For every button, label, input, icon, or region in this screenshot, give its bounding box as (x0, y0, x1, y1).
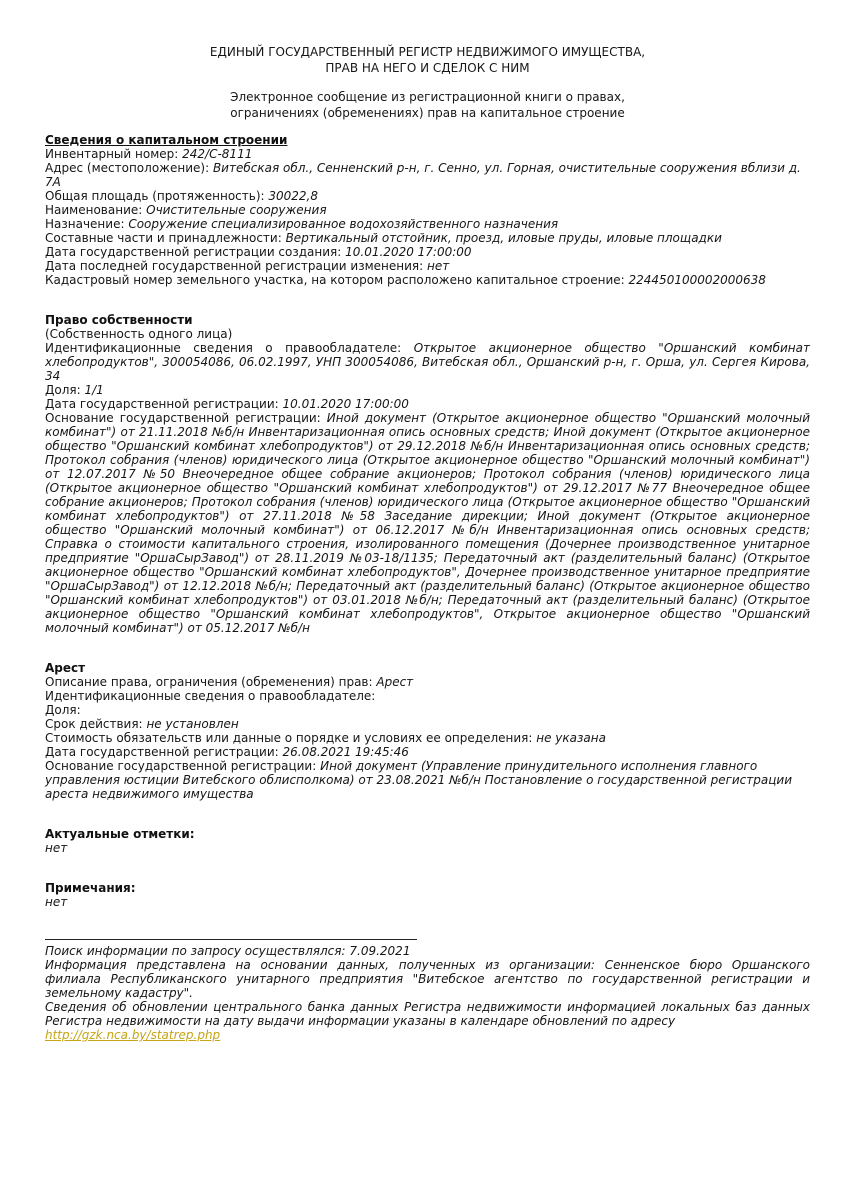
field-purpose (45, 217, 810, 231)
field-name (45, 203, 810, 217)
building-section-heading: Сведения о капитальном строении (45, 133, 288, 147)
section-actual-marks (45, 827, 810, 855)
search-date-label: Поиск информации по запросу осуществлялся: (45, 944, 346, 958)
field-label: Дата государственной регистрации создания: (45, 245, 342, 259)
field-label: Дата последней государственной регистрации изменения: (45, 259, 424, 273)
field-address (45, 161, 810, 189)
footer-separator-line (45, 939, 417, 940)
field-label: Назначение: (45, 217, 125, 231)
field-label: Основание государственной регистрации: (45, 411, 321, 425)
field-value: 10.01.2020 17:00:00 (345, 245, 472, 259)
field-value: Витебская обл., Сенненский р-н, г. Сенно, ул. Горная, очистительные сооружения вблизи д. 7А (45, 161, 801, 189)
field-last-change-reg-date (45, 259, 810, 273)
document-subtitle (45, 89, 810, 121)
field-value: 1/1 (84, 383, 104, 397)
field-reg-basis (45, 759, 810, 801)
field-creation-reg-date (45, 245, 810, 259)
field-reg-date (45, 397, 810, 411)
document-header (45, 44, 810, 76)
section-notes (45, 881, 810, 909)
field-value: 242/С-8111 (182, 147, 253, 161)
search-date-value: 7.09.2021 (349, 944, 411, 958)
field-label: Описание права, ограничения (обременения) прав: (45, 675, 373, 689)
notes-heading: Примечания: (45, 881, 136, 895)
field-label: Идентификационные сведения о правообладателе: (45, 341, 402, 355)
field-rightholder (45, 341, 810, 383)
field-label: Составные части и принадлежности: (45, 231, 282, 245)
field-value: Иной документ (Открытое акционерное общество "Оршанский молочный комбинат") от 21.11.2018 №б/н Инвентаризационная опись основных средств; Иной документ (Открытое акционерное общество "Оршанский комбинат хлебопродуктов") от 29.12.2018 №б/н Инвентаризационная опись основных средств; Протокол собрания (членов) юридического лица (Открытое акционерное общество "Оршанский молочный комбинат") от 12.07.2017 №50 Внеочередное общее собрание акционеров; Протокол собрания (членов) юридического лица (Открытое акционерное общество "Оршанский комбинат хлебопродуктов") от 29.12.2017 №77 Внеочередное общее собрание акционеров; Протокол собрания (членов) юридического лица (Открытое акционерное общество "Оршанский комбинат хлебопродуктов") от 27.11.2018 №58 Заседание дирекции; Иной документ (Открытое акционерное общество "Оршанский молочный комбинат") от 06.12.2017 №б/н Инвентаризационная опись основных средств; Справка о стоимости капитального строения, изолированного помещения (Дочернее производственное унитарное предприятие "ОршаСырЗавод") от 28.11.2019 №03-18/1135; Передаточный акт (разделительный баланс) (Открытое акционерное общество "Оршанский комбинат хлебопродуктов", Дочернее производственное унитарное предприятие "ОршаСырЗавод") от 12.12.2018 №б/н; Передаточный акт (разделительный баланс) (Открытое акционерное общество "Оршанский комбинат хлебопродуктов") от 03.01.2018 №б/н; Передаточный акт (разделительный баланс) (Открытое акционерное общество "Оршанский комбинат хлебопродуктов", Открытое акционерное общество "Оршанский молочный комбинат") от 05.12.2017 №б/н (45, 411, 810, 635)
section-building-info (45, 133, 810, 287)
field-label: Доля: (45, 703, 81, 717)
field-share (45, 383, 810, 397)
field-inventory-number (45, 147, 810, 161)
actual-marks-heading: Актуальные отметки: (45, 827, 195, 841)
field-label: Общая площадь (протяженность): (45, 189, 265, 203)
notes-value: нет (45, 895, 68, 909)
field-total-area (45, 189, 810, 203)
field-reg-date (45, 745, 810, 759)
field-value: не установлен (146, 717, 239, 731)
field-cadastral-number (45, 273, 810, 287)
field-reg-basis (45, 411, 810, 635)
registry-title-line1: ЕДИНЫЙ ГОСУДАРСТВЕННЫЙ РЕГИСТР НЕДВИЖИМОГО ИМУЩЕСТВА, (209, 45, 646, 59)
update-info-text: Сведения об обновлении центрального банка данных Регистра недвижимости информацией локальных баз данных Регистра недвижимости на дату выдачи информации указаны в календаре обновлений по адресу (45, 1000, 810, 1028)
section-arrest (45, 661, 810, 801)
registry-title-line2: ПРАВ НА НЕГО И СДЕЛОК С НИМ (325, 61, 530, 75)
field-value: 10.01.2020 17:00:00 (282, 397, 409, 411)
field-obligation-value (45, 731, 810, 745)
field-value: не указана (536, 731, 606, 745)
field-value: Арест (376, 675, 414, 689)
field-label: Доля: (45, 383, 81, 397)
arrest-section-heading: Арест (45, 661, 86, 675)
field-label: Срок действия: (45, 717, 143, 731)
field-value: 224450100002000638 (628, 273, 766, 287)
ownership-section-heading: Право собственности (45, 313, 193, 327)
document-subtitle-line2: ограничениях (обременениях) прав на капитальное строение (230, 106, 625, 120)
field-share (45, 703, 810, 717)
field-label: Основание государственной регистрации: (45, 759, 317, 773)
field-value: Иной документ (Управление принудительного исполнения главного управления юстиции Витебского облисполкома) от 23.08.2021 №б/н Постановление о государственной регистрации ареста недвижимого имущества (45, 759, 792, 801)
search-date-line (45, 944, 810, 958)
ownership-type: (Собственность одного лица) (45, 327, 233, 341)
statrep-link[interactable]: http://gzk.nca.by/statrep.php (45, 1028, 221, 1042)
section-ownership (45, 313, 810, 635)
field-label: Наименование: (45, 203, 143, 217)
field-components (45, 231, 810, 245)
field-restriction-description (45, 675, 810, 689)
field-label: Дата государственной регистрации: (45, 745, 279, 759)
field-value: Очистительные сооружения (146, 203, 327, 217)
field-label: Кадастровый номер земельного участка, на котором расположено капитальное строение: (45, 273, 625, 287)
field-rightholder-info (45, 689, 810, 703)
field-value: Сооружение специализированное водохозяйственного назначения (128, 217, 559, 231)
field-label: Адрес (местоположение): (45, 161, 210, 175)
field-value: Открытое акционерное общество "Оршанский комбинат хлебопродуктов", 300054086, 06.02.1997, УНП 300054086, Витебская обл., Оршанский р-н, г. Орша, ул. Сергея Кирова, 34 (45, 341, 810, 383)
field-value: Вертикальный отстойник, проезд, иловые пруды, иловые площадки (285, 231, 722, 245)
field-value: 26.08.2021 19:45:46 (282, 745, 409, 759)
field-label: Инвентарный номер: (45, 147, 179, 161)
field-label: Дата государственной регистрации: (45, 397, 279, 411)
field-label: Стоимость обязательств или данные о порядке и условиях ее определения: (45, 731, 533, 745)
field-validity-term (45, 717, 810, 731)
field-value: нет (427, 259, 450, 273)
field-label: Идентификационные сведения о правообладателе: (45, 689, 376, 703)
document-footer (45, 944, 810, 1042)
data-source-text: Информация представлена на основании данных, полученных из организации: Сенненское бюро Оршанского филиала Республиканского унитарного предприятия "Витебское агентство по государственной регистрации и земельному кадастру". (45, 958, 810, 1000)
field-value: 30022,8 (268, 189, 318, 203)
actual-marks-value: нет (45, 841, 68, 855)
document-subtitle-line1: Электронное сообщение из регистрационной книги о правах, (230, 90, 625, 104)
